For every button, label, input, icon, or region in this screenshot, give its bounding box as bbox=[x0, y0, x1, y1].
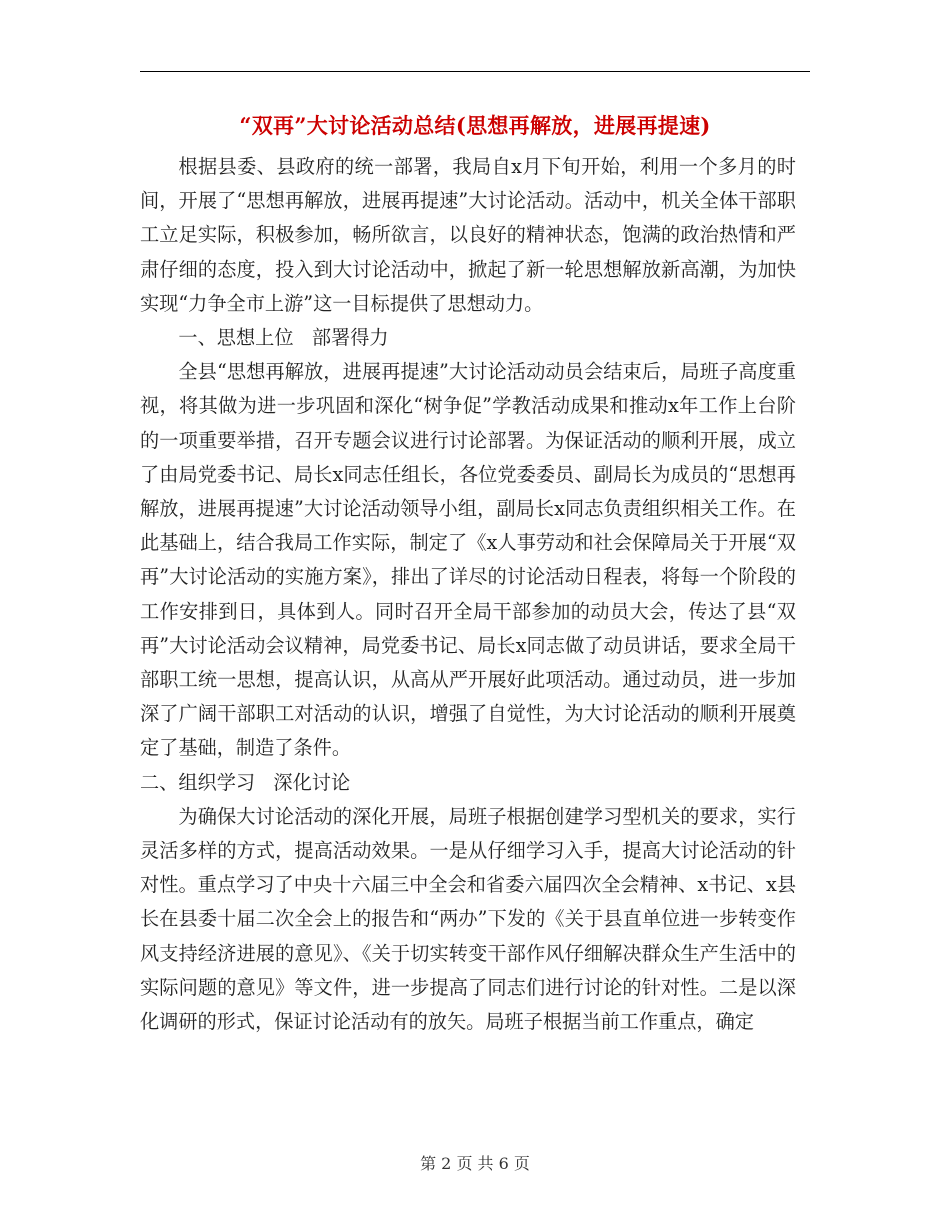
document-body bbox=[140, 150, 796, 1039]
paragraph-section-2: 为确保大讨论活动的深化开展，局班子根据创建学习型机关的要求，实行灵活多样的方式，提高活动效果。一是从仔细学习入手，提高大讨论活动的针对性。重点学习了中央十六届三中全会和省委六届四次全会精神、x书记、x县长在县委十届二次全会上的报告和“两办”下发的《关于县直单位进一步转变作风支持经济进展的意见》、《关于切实转变干部作风仔细解决群众生产生活中的实际问题的意见》等文件，进一步提高了同志们进行讨论的针对性。二是以深化调研的形式，保证讨论活动有的放矢。局班子根据当前工作重点，确定 bbox=[140, 804, 797, 1034]
paragraph-intro: 根据县委、县政府的统一部署，我局自x月下旬开始，利用一个多月的时间，开展了“思想再解放，进展再提速”大讨论活动。活动中，机关全体干部职工立足实际，积极参加，畅所欲言，以良好的精神状态，饱满的政治热情和严肃仔细的态度，投入到大讨论活动中，掀起了新一轮思想解放新高潮，为加快实现“力争全市上游”这一目标提供了思想动力。 bbox=[140, 155, 796, 315]
document-title: “双再”大讨论活动总结(思想再解放，进展再提速) bbox=[239, 113, 711, 138]
section-heading-2: 二、组织学习 深化讨论 bbox=[140, 770, 351, 794]
paragraph-section-1: 全县“思想再解放，进展再提速”大讨论活动动员会结束后，局班子高度重视，将其做为进一步巩固和深化“树争促”学教活动成果和推动x年工作上台阶的一项重要举措，召开专题会议进行讨论部署。为保证活动的顺利开展，成立了由局党委书记、局长x同志任组长，各位党委委员、副局长为成员的“思想再解放，进展再提速”大讨论活动领导小组，副局长x同志负责组织相关工作。在此基础上，结合我局工作实际，制定了《x人事劳动和社会保障局关于开展“双再”大讨论活动的实施方案》，排出了详尽的讨论活动日程表，将每一个阶段的工作安排到日，具体到人。同时召开全局干部参加的动员大会，传达了县“双再”大讨论活动会议精神，局党委书记、局长x同志做了动员讲话，要求全局干部职工统一思想，提高认识，从高从严开展好此项活动。通过动员，进一步加深了广阔干部职工对活动的认识，增强了自觉性，为大讨论活动的顺利开展奠定了基础，制造了条件。 bbox=[140, 360, 796, 760]
section-heading-1: 一、思想上位 部署得力 bbox=[178, 326, 389, 350]
page-number: 第 2 页 共 6 页 bbox=[420, 1154, 530, 1173]
header-rule bbox=[140, 71, 810, 72]
